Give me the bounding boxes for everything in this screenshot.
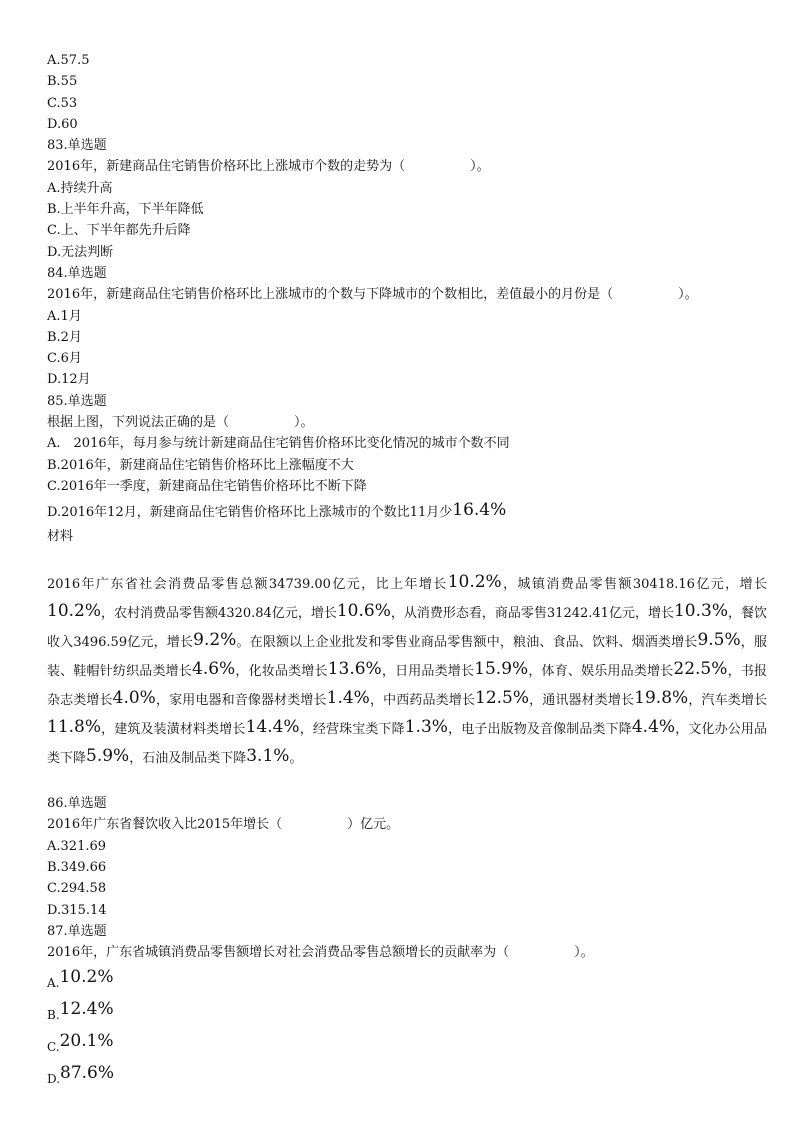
- q84-option-c[interactable]: C.6月: [47, 351, 82, 367]
- material-text: ，日用品类增长: [381, 663, 475, 679]
- percentage-value: 5.9%: [86, 745, 130, 766]
- q86-option-a[interactable]: A.321.69: [47, 838, 107, 854]
- option-value: 10.2%: [59, 966, 114, 987]
- q86-option-b[interactable]: B.349.66: [47, 860, 107, 876]
- question-stem: 2016年，新建商品住宅销售价格环比上涨城市的个数与下降城市的个数相比，差值最小的月份是（ ）。: [47, 287, 698, 303]
- material-text: ，石油及制品类下降: [129, 750, 247, 766]
- percentage-value: 1.3%: [404, 716, 448, 737]
- option-value: 20.1%: [59, 1030, 114, 1051]
- percentage-value: 10.6%: [336, 600, 391, 621]
- q82-option-d[interactable]: D.60: [47, 116, 78, 132]
- q85-option-d-text: D.2016年12月，新建商品住宅销售价格环比上涨城市的个数比11月少: [47, 505, 453, 521]
- material-text: ，建筑及装潢材料类增长: [101, 721, 246, 737]
- option-value: 12.4%: [59, 998, 114, 1019]
- q84-option-a[interactable]: A.1月: [47, 308, 82, 324]
- document-page: [47, 50, 767, 1092]
- percentage-value: 14.4%: [245, 716, 300, 737]
- q85-option-c[interactable]: C.2016年一季度，新建商品住宅销售价格环比不断下降: [47, 478, 367, 494]
- option-letter: C.: [47, 1039, 60, 1054]
- percentage-value: 4.0%: [112, 687, 156, 708]
- question-header: 86.单选题: [47, 796, 107, 812]
- percentage-value: 10.3%: [673, 600, 728, 621]
- material-text: 。: [289, 750, 303, 766]
- q85-option-d[interactable]: [47, 497, 767, 526]
- question-86: [47, 793, 767, 921]
- q84-option-d[interactable]: D.12月: [47, 372, 91, 388]
- question-85: [47, 391, 767, 526]
- spacer: [47, 548, 767, 569]
- option-letter: A.: [47, 975, 60, 990]
- material-text: ，农村消费品零售额4320.84亿元，增长: [101, 605, 337, 621]
- material-text: ，汽车类增长: [688, 692, 767, 708]
- question-stem: 2016年，广东省城镇消费品零售额增长对社会消费品零售总额增长的贡献率为（ ）。: [47, 945, 594, 961]
- question-header: 87.单选题: [47, 923, 107, 939]
- question-stem: 2016年，新建商品住宅销售价格环比上涨城市个数的走势为（ ）。: [47, 159, 490, 175]
- question-header: 83.单选题: [47, 138, 107, 154]
- percentage-value: 9.2%: [193, 629, 237, 650]
- q82-option-b[interactable]: B.55: [47, 74, 78, 90]
- material-text: ，餐饮收入3496.59亿元，增长: [47, 605, 767, 650]
- question-header: 84.单选题: [47, 265, 107, 281]
- q83-option-c[interactable]: C.上、下半年都先升后降: [47, 223, 191, 239]
- q86-option-c[interactable]: C.294.58: [47, 881, 107, 897]
- percentage-value: 19.8%: [634, 687, 689, 708]
- percentage-value: 10.2%: [47, 600, 102, 621]
- q82-options: [47, 50, 767, 135]
- material-text: ，中西药品类增长: [369, 692, 475, 708]
- percentage-value: 4.6%: [192, 658, 236, 679]
- q85-option-d-value: 16.4%: [452, 500, 507, 521]
- option-letter: B.: [47, 1007, 60, 1022]
- percentage-value: 11.8%: [47, 716, 102, 737]
- material-text: ，化妆品类增长: [235, 663, 328, 679]
- q83-option-d[interactable]: D.无法判断: [47, 244, 114, 260]
- question-header: 85.单选题: [47, 393, 107, 409]
- percentage-value: 22.5%: [673, 658, 728, 679]
- material-text: ，城镇消费品零售额30418.16亿元，增长: [501, 576, 767, 592]
- material-text: ，服装、鞋帽针纺织品类增长: [47, 634, 767, 679]
- q83-option-b[interactable]: B.上半年升高，下半年降低: [47, 202, 204, 218]
- percentage-value: 4.4%: [631, 716, 676, 737]
- spacer: [47, 772, 767, 793]
- material-label: 材料: [47, 529, 74, 545]
- percentage-value: 12.5%: [475, 687, 530, 708]
- percentage-value: 15.9%: [474, 658, 529, 679]
- q87-option-d[interactable]: [47, 1060, 767, 1092]
- material-paragraph: [47, 569, 767, 772]
- percentage-value: 3.1%: [246, 745, 290, 766]
- material-text: ，电子出版物及音像制品类下降: [447, 721, 632, 737]
- question-87: [47, 921, 767, 1092]
- q85-option-b[interactable]: B.2016年，新建商品住宅销售价格环比上涨幅度不大: [47, 457, 354, 473]
- material-text: ，文化办公用品类下降: [47, 721, 767, 766]
- percentage-value: 13.6%: [327, 658, 382, 679]
- material-text: ，家用电器和音像器材类增长: [155, 692, 327, 708]
- material-text: ，书报杂志类增长: [47, 663, 767, 708]
- material-text: ，通讯器材类增长: [529, 692, 635, 708]
- question-84: [47, 263, 767, 391]
- q82-option-c[interactable]: C.53: [47, 95, 78, 111]
- percentage-value: 10.2%: [447, 571, 502, 592]
- material-text: 。在限额以上企业批发和零售业商品零售额中，粮油、食品、饮料、烟酒类增长: [236, 634, 698, 650]
- percentage-value: 9.5%: [697, 629, 741, 650]
- material-text: ，体育、娱乐用品类增长: [528, 663, 674, 679]
- question-stem: 根据上图，下列说法正确的是（ ）。: [47, 415, 314, 431]
- option-letter: D.: [47, 1071, 61, 1086]
- q85-option-a[interactable]: A. 2016年，每月参与统计新建商品住宅销售价格环比变化情况的城市个数不同: [47, 436, 510, 452]
- material-text: 2016年广东省社会消费品零售总额34739.00亿元，比上年增长: [47, 576, 448, 592]
- q87-option-c[interactable]: [47, 1028, 767, 1060]
- q86-option-d[interactable]: D.315.14: [47, 902, 107, 918]
- material-text: ，经营珠宝类下降: [299, 721, 405, 737]
- q87-option-a[interactable]: [47, 964, 767, 996]
- q87-option-b[interactable]: [47, 996, 767, 1028]
- q82-option-a[interactable]: A.57.5: [47, 53, 90, 68]
- percentage-value: 1.4%: [326, 687, 370, 708]
- question-83: [47, 135, 767, 263]
- option-value: 87.6%: [60, 1062, 115, 1083]
- question-stem: 2016年广东省餐饮收入比2015年增长（ ）亿元。: [47, 817, 400, 833]
- q84-option-b[interactable]: B.2月: [47, 329, 82, 345]
- q83-option-a[interactable]: A.持续升高: [47, 180, 113, 196]
- material-text: ，从消费形态看，商品零售31242.41亿元，增长: [390, 605, 674, 621]
